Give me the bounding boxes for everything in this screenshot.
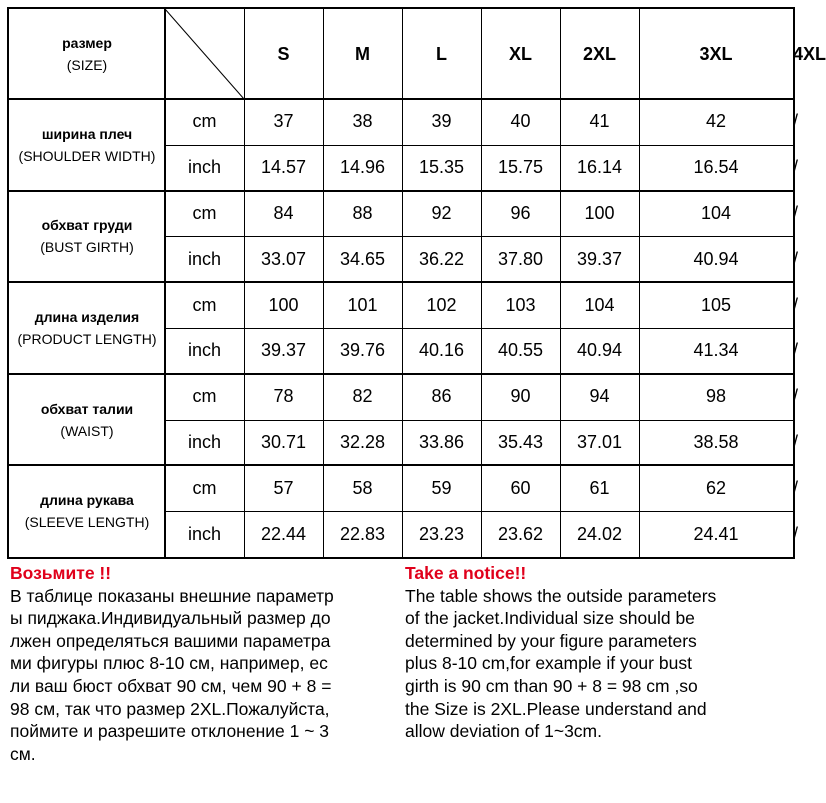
- row-divider: [165, 145, 793, 146]
- notice-en-body: [405, 585, 800, 743]
- table-cell-value: 103: [505, 294, 536, 315]
- notice-line: 98 см, так что размер 2XL.Пожалуйста,: [10, 698, 330, 719]
- measurement-name-en: (SLEEVE LENGTH): [24, 514, 150, 531]
- table-cell-value: 57: [273, 477, 294, 498]
- measurement-name-en: (PRODUCT LENGTH): [17, 330, 157, 347]
- unit-cell: inch: [187, 431, 222, 452]
- size-column-header: S: [277, 43, 290, 64]
- table-cell-value: 33.07: [260, 248, 307, 269]
- unit-cell: cm: [192, 477, 217, 498]
- table-cell-value: 105: [700, 294, 732, 315]
- table-cell-value: 59: [431, 477, 452, 498]
- unit-cell: inch: [187, 248, 222, 269]
- notice-en: [405, 562, 800, 743]
- table-cell-value: 22.83: [339, 523, 386, 544]
- table-cell-value: /: [793, 202, 799, 223]
- table-cell-value: 86: [431, 386, 452, 407]
- measurement-name-cell: [9, 374, 165, 466]
- unit-cell: inch: [187, 157, 222, 178]
- table-cell-value: 15.75: [497, 157, 544, 178]
- table-cell-value: 34.65: [339, 248, 386, 269]
- table-cell-value: 16.54: [693, 157, 739, 178]
- measurement-name-ru: ширина плеч: [41, 125, 133, 142]
- table-cell-value: /: [793, 248, 799, 269]
- table-cell-value: /: [793, 157, 799, 178]
- table-cell-value: 40.16: [418, 340, 465, 361]
- measurement-name-cell: [9, 99, 165, 191]
- table-cell-value: 14.57: [260, 157, 307, 178]
- group-divider: [9, 190, 793, 192]
- table-cell-value: /: [793, 523, 799, 544]
- unit-cell: cm: [192, 386, 217, 407]
- size-column-divider: [402, 9, 403, 557]
- table-cell-value: /: [793, 111, 799, 132]
- size-column-header: 3XL: [699, 43, 733, 64]
- group-divider: [9, 281, 793, 283]
- table-cell-value: 35.43: [497, 431, 544, 452]
- table-cell-value: 40: [510, 111, 531, 132]
- notice-line: The table shows the outside parameters: [405, 585, 717, 606]
- notice-ru-body: [10, 585, 400, 766]
- table-cell-value: /: [793, 386, 799, 407]
- table-cell-value: 58: [352, 477, 373, 498]
- notice-line: ли ваш бюст обхват 90 см, чем 90 + 8 =: [10, 675, 332, 696]
- table-cell-value: 15.35: [418, 157, 465, 178]
- table-cell-value: 41.34: [693, 340, 739, 361]
- notice-line: ми фигуры плюс 8-10 см, например, ес: [10, 653, 328, 674]
- row-divider: [165, 236, 793, 237]
- notice-line: girth is 90 cm than 90 + 8 = 98 cm ,so: [405, 675, 698, 696]
- size-column-header: 2XL: [582, 43, 616, 64]
- size-column-header: M: [355, 43, 370, 64]
- name-column-divider: [164, 9, 166, 557]
- notice-line: В таблице показаны внешние параметр: [10, 585, 334, 606]
- header-divider: [9, 98, 793, 100]
- measurement-name-ru: обхват груди: [41, 217, 133, 234]
- table-cell-value: 60: [510, 477, 531, 498]
- size-column-header: 4XL: [793, 43, 826, 64]
- table-cell-value: 39.37: [260, 340, 307, 361]
- measurement-name-en: (BUST GIRTH): [40, 239, 134, 256]
- group-divider: [9, 464, 793, 466]
- table-cell-value: 37.80: [497, 248, 544, 269]
- unit-cell: inch: [187, 523, 222, 544]
- table-cell-value: 16.14: [576, 157, 623, 178]
- unit-cell: cm: [192, 202, 217, 223]
- table-cell-value: 23.23: [418, 523, 465, 544]
- table-cell-value: 78: [273, 386, 294, 407]
- table-cell-value: 33.86: [418, 431, 465, 452]
- table-cell-value: 96: [510, 202, 531, 223]
- measurement-name-en: (SHOULDER WIDTH): [18, 147, 156, 164]
- table-cell-value: 102: [426, 294, 457, 315]
- notice-line: ы пиджака.Индивидуальный размер до: [10, 608, 331, 629]
- table-cell-value: 24.41: [693, 523, 739, 544]
- notice-ru-title: Возьмите !!: [10, 563, 112, 583]
- table-cell-value: 38.58: [693, 431, 739, 452]
- size-column-header: L: [436, 43, 447, 64]
- table-cell-value: 30.71: [260, 431, 307, 452]
- notice-line: plus 8-10 cm,for example if your bust: [405, 653, 692, 674]
- unit-cell: inch: [187, 340, 222, 361]
- unit-cell: cm: [192, 294, 217, 315]
- table-cell-value: 62: [705, 477, 727, 498]
- table-cell-value: /: [793, 477, 799, 498]
- notice-ru: [10, 562, 400, 765]
- table-cell-value: 94: [589, 386, 610, 407]
- table-cell-value: 37: [273, 111, 294, 132]
- size-header-en: (SIZE): [66, 57, 108, 73]
- size-column-divider: [481, 9, 482, 557]
- notice-line: determined by your figure parameters: [405, 630, 697, 651]
- table-cell-value: 42: [705, 111, 727, 132]
- size-header-cell: [9, 9, 165, 99]
- table-cell-value: 92: [431, 202, 452, 223]
- table-cell-value: 14.96: [339, 157, 386, 178]
- table-cell-value: 100: [268, 294, 299, 315]
- group-divider: [9, 373, 793, 375]
- table-cell-value: 82: [352, 386, 373, 407]
- measurement-name-en: (WAIST): [60, 422, 114, 439]
- row-divider: [165, 420, 793, 421]
- table-cell-value: 23.62: [497, 523, 544, 544]
- notice-line: поймите и разрешите отклонение 1 ~ 3: [10, 721, 330, 742]
- measurement-name-cell: [9, 191, 165, 283]
- table-cell-value: /: [793, 294, 799, 315]
- measurement-name-ru: длина изделия: [34, 308, 140, 325]
- table-cell-value: 40.55: [497, 340, 544, 361]
- table-cell-value: 104: [584, 294, 615, 315]
- unit-column-divider: [244, 9, 245, 557]
- size-column-divider: [323, 9, 324, 557]
- row-divider: [165, 511, 793, 512]
- table-cell-value: 100: [584, 202, 615, 223]
- table-cell-value: 37.01: [576, 431, 623, 452]
- size-column-divider: [639, 9, 640, 557]
- measurement-name-ru: длина рукава: [40, 492, 134, 509]
- table-cell-value: 84: [273, 202, 294, 223]
- header-diagonal-line: [165, 9, 244, 99]
- table-cell-value: 38: [352, 111, 373, 132]
- table-cell-value: 101: [347, 294, 378, 315]
- measurement-name-ru: обхват талии: [40, 400, 134, 417]
- table-cell-value: 61: [589, 477, 610, 498]
- table-cell-value: 40.94: [693, 248, 739, 269]
- notice-line: см.: [10, 743, 36, 764]
- measurement-name-cell: [9, 465, 165, 557]
- table-cell-value: 98: [705, 386, 727, 407]
- table-cell-value: 32.28: [339, 431, 386, 452]
- notice-line: allow deviation of 1~3cm.: [405, 721, 602, 742]
- table-cell-value: 41: [589, 111, 610, 132]
- table-cell-value: /: [793, 431, 799, 452]
- table-cell-value: 40.94: [576, 340, 623, 361]
- table-cell-value: 39.37: [576, 248, 623, 269]
- row-divider: [165, 328, 793, 329]
- notice-line: of the jacket.Individual size should be: [405, 608, 695, 629]
- size-chart-table: [7, 7, 826, 559]
- table-cell-value: 24.02: [576, 523, 623, 544]
- table-cell-value: /: [793, 340, 799, 361]
- measurement-name-cell: [9, 282, 165, 374]
- table-cell-value: 104: [700, 202, 732, 223]
- table-cell-value: 22.44: [260, 523, 307, 544]
- size-column-header: XL: [508, 43, 532, 64]
- table-cell-value: 36.22: [418, 248, 465, 269]
- table-cell-value: 88: [352, 202, 373, 223]
- table-cell-value: 39: [431, 111, 452, 132]
- unit-cell: cm: [192, 111, 217, 132]
- notice-line: лжен определяться вашими параметра: [10, 630, 331, 651]
- size-header-ru: размер: [62, 35, 112, 51]
- table-cell-value: 39.76: [339, 340, 386, 361]
- notice-en-title: Take a notice!!: [405, 563, 527, 583]
- notice-line: the Size is 2XL.Please understand and: [405, 698, 707, 719]
- table-cell-value: 90: [510, 386, 531, 407]
- size-column-divider: [560, 9, 561, 557]
